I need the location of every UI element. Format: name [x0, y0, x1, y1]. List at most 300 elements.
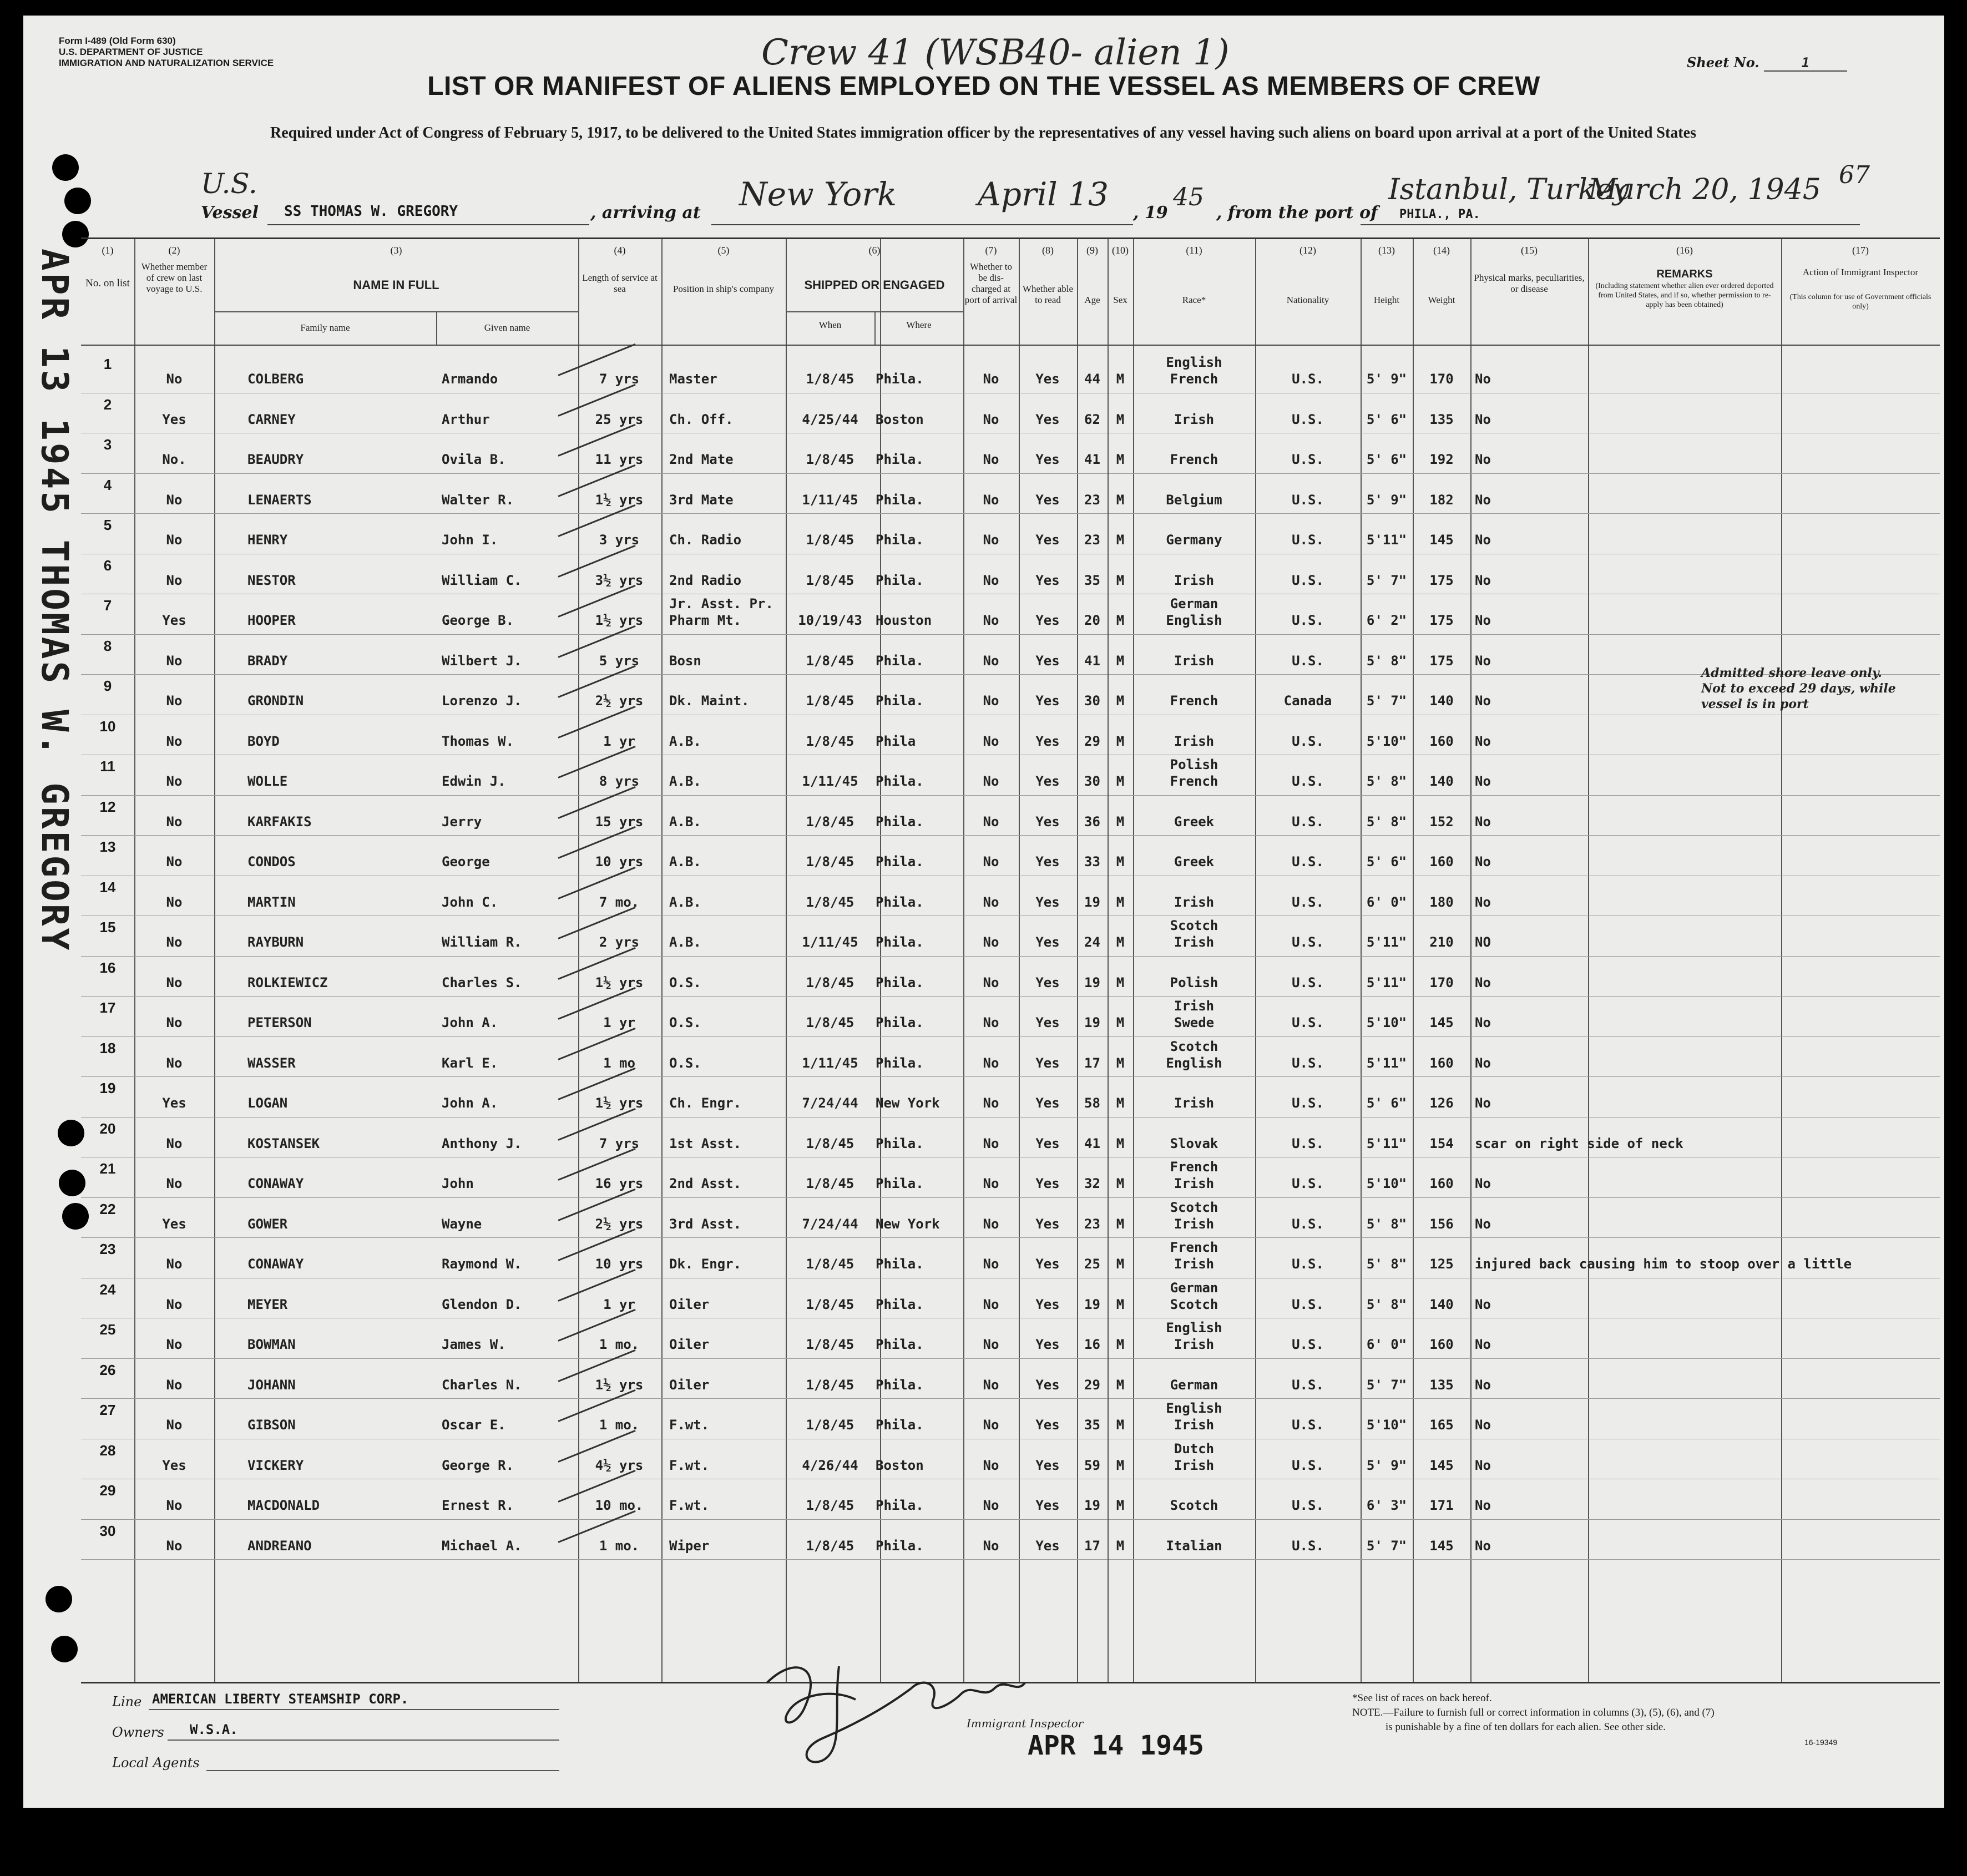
- discharged-at-port: No: [983, 813, 999, 830]
- family-name: KOSTANSEK: [247, 1135, 320, 1151]
- shipped-when: 1/8/45: [806, 974, 854, 990]
- table-row: [81, 1120, 1940, 1161]
- remark-line: Admitted shore leave only.: [1701, 666, 1882, 680]
- table-row: [81, 919, 1940, 959]
- age: 29: [1084, 1377, 1100, 1393]
- height: 5' 6": [1366, 854, 1407, 869]
- discharged-at-port: No: [983, 532, 999, 548]
- sex: M: [1116, 1337, 1125, 1352]
- nationality: U.S.: [1292, 854, 1324, 869]
- discharged-at-port: No: [983, 371, 999, 387]
- header-able-to-read: Whether able to read: [1022, 284, 1074, 305]
- age: 35: [1084, 572, 1100, 588]
- vessel-label: Vessel: [201, 203, 259, 223]
- position: Oiler: [669, 1337, 710, 1352]
- physical-marks: No: [1475, 1296, 1491, 1312]
- header-age: Age: [1084, 295, 1100, 305]
- sex: M: [1116, 1176, 1125, 1191]
- shipped-when: 1/8/45: [806, 1538, 854, 1554]
- local-agents-label: Local Agents: [112, 1755, 200, 1771]
- position: A.B.: [669, 733, 701, 749]
- position: Wiper: [669, 1538, 710, 1554]
- discharged-at-port: No: [983, 1015, 999, 1030]
- race: Scotch: [1170, 1038, 1218, 1054]
- length-of-service: 7 yrs: [599, 371, 640, 387]
- nationality: U.S.: [1292, 572, 1324, 588]
- given-name: Lorenzo J.: [442, 693, 522, 709]
- physical-marks: scar on right side of neck: [1475, 1135, 1683, 1151]
- table-row: [81, 1040, 1940, 1080]
- able-to-read: Yes: [1035, 411, 1060, 427]
- length-of-service: 15 yrs: [595, 813, 644, 830]
- header-height: Height: [1373, 295, 1400, 305]
- position: F.wt.: [669, 1498, 710, 1513]
- weight: 160: [1429, 733, 1454, 749]
- shipped-when: 7/24/44: [802, 1095, 858, 1111]
- given-name: Ovila B.: [442, 452, 506, 467]
- crew-member-last-voyage: No: [166, 371, 183, 387]
- given-name: John C.: [442, 894, 498, 910]
- weight: 140: [1429, 693, 1454, 709]
- age: 58: [1084, 1095, 1100, 1111]
- height: 6' 2": [1366, 613, 1407, 628]
- family-name: HOOPER: [247, 613, 296, 628]
- race: Irish: [1174, 411, 1215, 427]
- weight: 210: [1429, 934, 1454, 950]
- physical-marks: No: [1475, 492, 1491, 508]
- column-number: (16): [1676, 245, 1693, 256]
- header-position: Position in ship's company: [672, 284, 775, 294]
- shipped-where: Boston: [876, 1457, 924, 1473]
- row-number: 29: [99, 1482, 116, 1499]
- length-of-service: 5 yrs: [599, 653, 640, 669]
- sheet-number: [1687, 54, 1847, 72]
- row-number: 11: [100, 758, 115, 775]
- sex: M: [1116, 492, 1125, 508]
- column-number: (5): [717, 245, 730, 256]
- column-number: (17): [1852, 245, 1869, 256]
- row-number: 12: [99, 798, 116, 815]
- age: 17: [1084, 1055, 1100, 1071]
- table-row: [81, 798, 1940, 839]
- height: 5' 8": [1366, 1256, 1407, 1272]
- race: English: [1166, 355, 1222, 370]
- age: 17: [1084, 1538, 1100, 1554]
- position: Bosn: [669, 653, 701, 669]
- family-name: GOWER: [247, 1216, 288, 1232]
- table-row: [81, 718, 1940, 759]
- shipped-when: 1/8/45: [806, 733, 854, 749]
- given-name: John A.: [442, 1015, 498, 1030]
- nationality: U.S.: [1292, 974, 1324, 990]
- age: 41: [1084, 1135, 1100, 1151]
- nationality: U.S.: [1292, 1498, 1324, 1513]
- height: 5' 6": [1366, 452, 1407, 467]
- nationality: U.S.: [1292, 894, 1324, 910]
- row-number: 9: [103, 677, 112, 694]
- position: A.B.: [669, 894, 701, 910]
- age: 33: [1084, 854, 1100, 869]
- race: French: [1170, 693, 1218, 709]
- shipped-when: 1/8/45: [806, 813, 854, 830]
- column-number: (14): [1433, 245, 1450, 256]
- row-number: 24: [99, 1281, 116, 1298]
- crew-member-last-voyage: No: [166, 1055, 183, 1071]
- column-number: (10): [1112, 245, 1129, 256]
- shipped-where: Phila.: [876, 854, 924, 869]
- shipped-where: Houston: [876, 613, 932, 628]
- discharged-at-port: No: [983, 613, 999, 628]
- table-row: [81, 356, 1940, 396]
- table-row: [81, 517, 1940, 557]
- crew-member-last-voyage: No: [166, 733, 183, 749]
- form-line: U.S. DEPARTMENT OF JUSTICE: [59, 47, 203, 57]
- row-number: 19: [99, 1080, 116, 1096]
- header-nationality: Nationality: [1286, 295, 1329, 305]
- able-to-read: Yes: [1035, 1457, 1060, 1473]
- from-port-line: [1361, 224, 1860, 225]
- race: Irish: [1174, 1337, 1215, 1352]
- table-row: [81, 879, 1940, 919]
- race: Scotch: [1170, 1199, 1218, 1215]
- discharged-at-port: No: [983, 894, 999, 910]
- crew-member-last-voyage: Yes: [162, 1457, 186, 1473]
- family-name: JOHANN: [247, 1377, 296, 1393]
- family-name: BOYD: [247, 733, 280, 749]
- height: 5'11": [1366, 1055, 1407, 1071]
- row-number: 27: [99, 1402, 116, 1418]
- vessel-name: SS THOMAS W. GREGORY: [284, 203, 458, 220]
- shipped-when: 1/8/45: [806, 854, 854, 869]
- sex: M: [1116, 371, 1125, 387]
- position: A.B.: [669, 934, 701, 950]
- header-where: Where: [906, 320, 932, 330]
- from-port-typed: PHILA., PA.: [1399, 208, 1480, 221]
- shipped-where: Phila.: [876, 1015, 924, 1030]
- crew-member-last-voyage: No: [166, 813, 183, 830]
- penalty-note-2: is punishable by a fine of ten dollars for each alien. See other side.: [1386, 1721, 1666, 1733]
- position: 2nd Mate: [669, 452, 734, 467]
- column-number: (3): [390, 245, 402, 256]
- able-to-read: Yes: [1035, 492, 1060, 508]
- able-to-read: Yes: [1035, 1538, 1060, 1554]
- height: 5' 7": [1366, 1538, 1407, 1554]
- remark-line: vessel is in port: [1701, 697, 1809, 711]
- given-name: Raymond W.: [442, 1256, 522, 1272]
- row-number: 14: [99, 878, 116, 896]
- physical-marks: No: [1475, 693, 1491, 709]
- shipped-where: Phila.: [876, 974, 924, 990]
- nationality: U.S.: [1292, 1176, 1324, 1191]
- height: 6' 0": [1366, 894, 1407, 910]
- races-note: *See list of races on back hereof.: [1352, 1692, 1492, 1704]
- given-name: William C.: [442, 572, 522, 588]
- row-number: 10: [99, 717, 116, 735]
- header-length-service: Length of service at sea: [582, 272, 658, 294]
- age: 44: [1084, 371, 1100, 387]
- race: German: [1170, 1280, 1218, 1296]
- nationality: U.S.: [1292, 1015, 1324, 1030]
- age: 25: [1084, 1256, 1100, 1272]
- position: 3rd Mate: [669, 492, 734, 508]
- race: Belgium: [1166, 492, 1222, 508]
- nationality: U.S.: [1292, 1538, 1324, 1554]
- table-row: [81, 1523, 1940, 1563]
- length-of-service: 7 mo.: [599, 894, 640, 910]
- race: Irish: [1174, 894, 1215, 910]
- shipped-when: 1/8/45: [806, 1296, 854, 1312]
- row-number: 22: [99, 1200, 116, 1217]
- weight: 182: [1429, 492, 1454, 508]
- able-to-read: Yes: [1035, 1296, 1060, 1312]
- row-number: 6: [103, 557, 112, 574]
- physical-marks: No: [1475, 854, 1491, 869]
- header-sub-rule: [214, 311, 578, 312]
- sex: M: [1116, 854, 1125, 869]
- race: French: [1170, 371, 1218, 387]
- punch-hole-icon: [45, 1586, 72, 1612]
- position: Pharm Mt.: [669, 613, 742, 628]
- position: A.B.: [669, 813, 701, 830]
- position: Dk. Engr.: [669, 1256, 742, 1272]
- row-number: 16: [99, 959, 116, 976]
- shipped-where: Phila.: [876, 1377, 924, 1393]
- vessel-flag-handwritten: U.S.: [201, 168, 257, 200]
- discharged-at-port: No: [983, 452, 999, 467]
- able-to-read: Yes: [1035, 974, 1060, 990]
- crew-member-last-voyage: Yes: [162, 411, 186, 427]
- table-row: [81, 1080, 1940, 1120]
- shipped-when: 1/8/45: [806, 1015, 854, 1030]
- shipped-when: 1/8/45: [806, 452, 854, 467]
- able-to-read: Yes: [1035, 773, 1060, 789]
- physical-marks: No: [1475, 613, 1491, 628]
- age: 24: [1084, 934, 1100, 950]
- shipped-where: New York: [876, 1216, 940, 1232]
- able-to-read: Yes: [1035, 371, 1060, 387]
- family-name: BOWMAN: [247, 1337, 296, 1352]
- discharged-at-port: No: [983, 1095, 999, 1111]
- discharged-at-port: No: [983, 492, 999, 508]
- sex: M: [1116, 411, 1125, 427]
- header-action: Action of Immigrant Inspector: [1802, 267, 1919, 277]
- sex: M: [1116, 1095, 1125, 1111]
- row-number: 3: [103, 436, 112, 453]
- sex: M: [1116, 934, 1125, 950]
- form-line: Form I-489 (Old Form 630): [59, 36, 176, 46]
- sex: M: [1116, 1457, 1125, 1473]
- crew-member-last-voyage: No: [166, 1417, 183, 1433]
- family-name: MEYER: [247, 1296, 288, 1312]
- weight: 192: [1429, 452, 1454, 467]
- discharged-at-port: No: [983, 411, 999, 427]
- row-number: 8: [103, 637, 112, 654]
- crew-member-last-voyage: No: [166, 894, 183, 910]
- nationality: U.S.: [1292, 653, 1324, 669]
- weight: 160: [1429, 1055, 1454, 1071]
- race: Dutch: [1174, 1440, 1215, 1457]
- physical-marks: No: [1475, 1498, 1491, 1513]
- header-race: Race*: [1182, 295, 1206, 305]
- weight: 160: [1429, 1176, 1454, 1191]
- race: Irish: [1174, 1256, 1215, 1272]
- able-to-read: Yes: [1035, 653, 1060, 669]
- age: 16: [1084, 1337, 1100, 1352]
- family-name: LOGAN: [247, 1095, 288, 1111]
- shipped-where: Phila.: [876, 1538, 924, 1554]
- position: Ch. Off.: [669, 411, 734, 427]
- punch-hole-icon: [58, 1120, 84, 1146]
- discharged-at-port: No: [983, 1377, 999, 1393]
- header-shipped-engaged: SHIPPED OR ENGAGED: [804, 278, 945, 292]
- column-number: (8): [1042, 245, 1054, 256]
- height: 5' 7": [1366, 693, 1407, 709]
- physical-marks: No: [1475, 572, 1491, 588]
- nationality: U.S.: [1292, 733, 1324, 749]
- given-name: John: [442, 1176, 474, 1191]
- position: A.B.: [669, 773, 701, 789]
- able-to-read: Yes: [1035, 452, 1060, 467]
- row-number: 2: [103, 396, 112, 413]
- age: 23: [1084, 532, 1100, 548]
- able-to-read: Yes: [1035, 1417, 1060, 1433]
- given-name: Wilbert J.: [442, 653, 522, 669]
- shipped-when: 7/24/44: [802, 1216, 858, 1232]
- header-physical-marks: Physical marks, peculiarities, or disease: [1474, 272, 1585, 294]
- race: Irish: [1174, 572, 1215, 588]
- sheet-label: Sheet No.: [1687, 54, 1759, 70]
- nationality: U.S.: [1292, 813, 1324, 830]
- weight: 175: [1429, 572, 1454, 588]
- inspector-date-stamp: APR 14 1945: [1028, 1730, 1204, 1761]
- length-of-service: 10 mo.: [595, 1498, 644, 1513]
- nationality: U.S.: [1292, 1135, 1324, 1151]
- race: English: [1166, 1320, 1222, 1336]
- given-name: Arthur: [442, 411, 490, 427]
- table-row: [81, 396, 1940, 437]
- able-to-read: Yes: [1035, 1135, 1060, 1151]
- able-to-read: Yes: [1035, 894, 1060, 910]
- race: Irish: [1174, 998, 1215, 1014]
- row-number: 17: [99, 999, 116, 1016]
- shipped-where: Phila.: [876, 934, 924, 950]
- nationality: U.S.: [1292, 773, 1324, 789]
- position: 1st Asst.: [669, 1135, 742, 1151]
- discharged-at-port: No: [983, 854, 999, 869]
- given-name: Edwin J.: [442, 773, 506, 789]
- table-row: [81, 758, 1940, 798]
- able-to-read: Yes: [1035, 934, 1060, 950]
- physical-marks: No: [1475, 532, 1491, 548]
- age: 19: [1084, 974, 1100, 990]
- age: 19: [1084, 1015, 1100, 1030]
- weight: 170: [1429, 974, 1454, 990]
- shipped-when: 1/8/45: [806, 894, 854, 910]
- row-number: 26: [99, 1361, 116, 1378]
- height: 6' 3": [1366, 1498, 1407, 1513]
- shipped-where: Phila.: [876, 452, 924, 467]
- height: 5' 6": [1366, 411, 1407, 427]
- length-of-service: 25 yrs: [595, 411, 644, 427]
- punch-hole-icon: [52, 154, 79, 181]
- owners-label: Owners: [112, 1725, 164, 1740]
- table-row: [81, 1362, 1940, 1402]
- sex: M: [1116, 1498, 1125, 1513]
- nationality: U.S.: [1292, 411, 1324, 427]
- age: 19: [1084, 1498, 1100, 1513]
- length-of-service: 2½ yrs: [595, 693, 644, 709]
- nationality: U.S.: [1292, 452, 1324, 467]
- table-row: [81, 1241, 1940, 1281]
- family-name: CONDOS: [247, 854, 296, 869]
- margin-stamp-text: APR 13 1945 THOMAS W. GREGORY: [33, 249, 76, 953]
- crew-member-last-voyage: No: [166, 693, 183, 709]
- position: F.wt.: [669, 1457, 710, 1473]
- length-of-service: 3 yrs: [599, 532, 640, 548]
- length-of-service: 1½ yrs: [595, 974, 644, 990]
- race: Scotch: [1170, 918, 1218, 933]
- sex: M: [1116, 532, 1125, 548]
- length-of-service: 1 mo: [603, 1055, 635, 1071]
- column-number: (15): [1521, 245, 1538, 256]
- family-name: CONAWAY: [247, 1256, 304, 1272]
- height: 5' 9": [1366, 492, 1407, 508]
- position: 2nd Asst.: [669, 1176, 742, 1191]
- race: French: [1170, 452, 1218, 467]
- weight: 152: [1429, 813, 1454, 830]
- able-to-read: Yes: [1035, 532, 1060, 548]
- shipped-where: Phila: [876, 733, 916, 749]
- arriving-port-handwritten: New York: [739, 175, 897, 213]
- given-name: William R.: [442, 934, 522, 950]
- header-remarks-sub: (Including statement whether alien ever ordered deported from United States, and if so, whether permission to re-apply has been obtained): [1595, 282, 1774, 309]
- shipped-when: 1/8/45: [806, 1337, 854, 1352]
- discharged-at-port: No: [983, 733, 999, 749]
- able-to-read: Yes: [1035, 1055, 1060, 1071]
- race: English: [1166, 613, 1222, 628]
- shipped-when: 1/8/45: [806, 572, 854, 588]
- shipped-where: Phila.: [876, 492, 924, 508]
- shipped-where: Phila.: [876, 1135, 924, 1151]
- length-of-service: 7 yrs: [599, 1135, 640, 1151]
- column-number: (1): [102, 245, 114, 256]
- length-of-service: 2 yrs: [599, 934, 640, 950]
- given-name: James W.: [442, 1337, 506, 1352]
- given-name: George B.: [442, 613, 514, 628]
- crew-member-last-voyage: No: [166, 1015, 183, 1030]
- column-number: (4): [614, 245, 626, 256]
- physical-marks: No: [1475, 1176, 1491, 1191]
- inspector-signature: [745, 1644, 1033, 1772]
- crew-member-last-voyage: Yes: [162, 1216, 186, 1232]
- column-number: (2): [168, 245, 180, 256]
- family-name: MACDONALD: [247, 1498, 320, 1513]
- length-of-service: 1½ yrs: [595, 1095, 644, 1111]
- shipped-where: Phila.: [876, 572, 924, 588]
- sex: M: [1116, 974, 1125, 990]
- given-name: Thomas W.: [442, 733, 514, 749]
- year-handwritten: 45: [1173, 183, 1204, 211]
- crew-member-last-voyage: No: [166, 1337, 183, 1352]
- crew-member-last-voyage: No: [166, 1538, 183, 1554]
- given-name: Anthony J.: [442, 1135, 522, 1151]
- shipped-when: 1/11/45: [802, 773, 858, 789]
- race: Greek: [1174, 813, 1215, 830]
- able-to-read: Yes: [1035, 1498, 1060, 1513]
- shipped-where: Phila.: [876, 1337, 924, 1352]
- nationality: Canada: [1283, 693, 1332, 709]
- length-of-service: 8 yrs: [599, 773, 640, 789]
